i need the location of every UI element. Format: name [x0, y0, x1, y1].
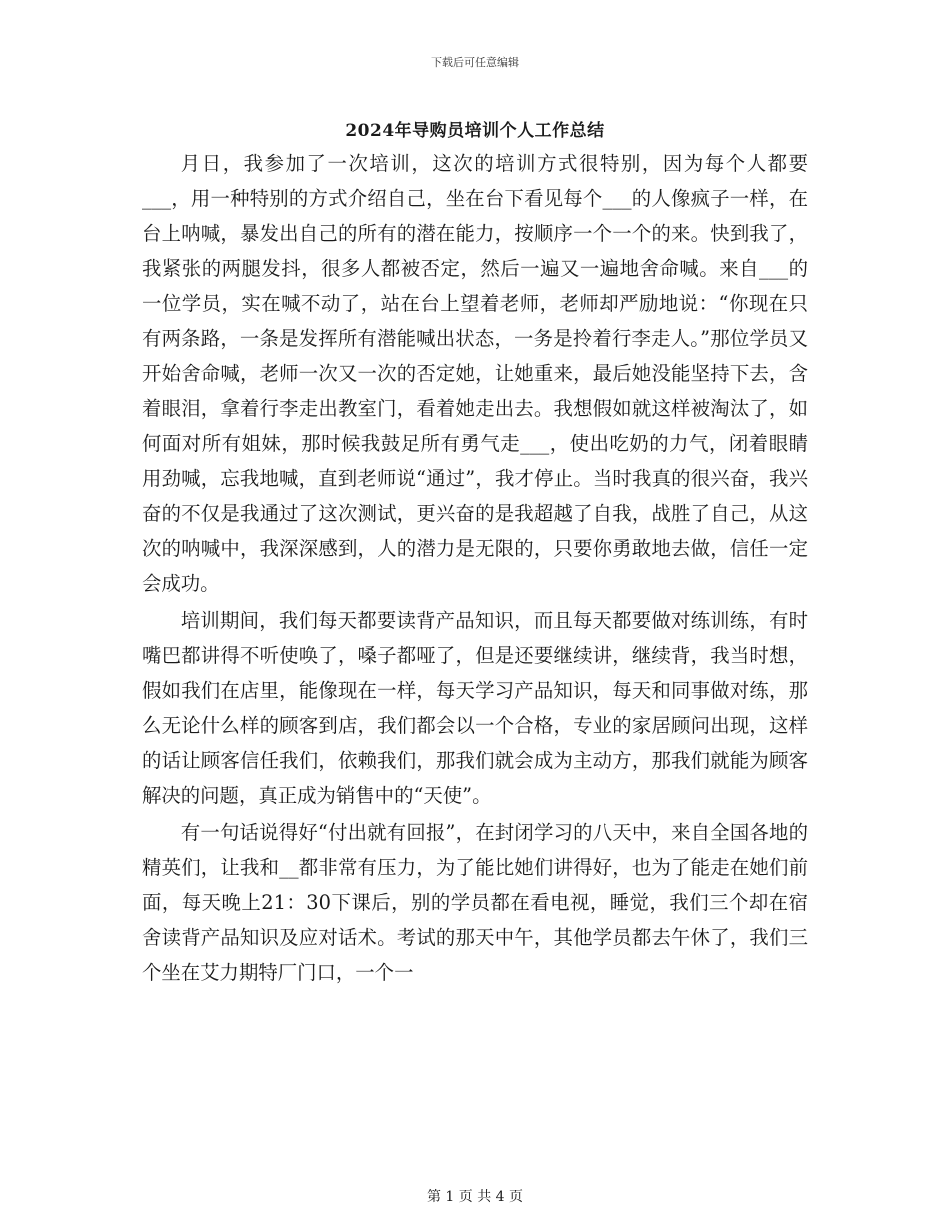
paragraph: 有一句话说得好“付出就有回报”，在封闭学习的八天中，来自全国各地的精英们，让我和__都非常有压力，为了能比她们讲得好，也为了能走在她们前面，每天晚上21：30下课后，别的学员都在看电视，睡觉，我们三个却在宿舍读背产品知识及应对话术。考试的那天中午，其他学员都去午休了，我们三个坐在艾力期特厂门口，一个一 — [142, 821, 808, 984]
paragraph: 培训期间，我们每天都要读背产品知识，而且每天都要做对练训练，有时嘴巴都讲得不听使唤了，嗓子都哑了，但是还要继续讲，继续背，我当时想，假如我们在店里，能像现在一样，每天学习产品知识，每天和同事做对练，那么无论什么样的顾客到店，我们都会以一个合格，专业的家居顾问出现，这样的话让顾客信任我们，依赖我们，那我们就会成为主动方，那我们就能为顾客解决的问题，真正成为销售中的“天使”。 — [142, 609, 808, 807]
page-header-note: 下载后可任意编辑 — [431, 56, 519, 69]
page-number: 第 1 页 共 4 页 — [426, 1189, 524, 1205]
document-title: 2024年导购员培训个人工作总结 — [345, 121, 605, 141]
document-body — [142, 146, 808, 990]
paragraph: 月日，我参加了一次培训，这次的培训方式很特别，因为每个人都要___，用一种特别的方式介绍自己，坐在台下看见每个___的人像疯子一样，在台上呐喊，暴发出自己的所有的潜在能力，按顺序一个一个的来。快到我了，我紧张的两腿发抖，很多人都被否定，然后一遍又一遍地舍命喊。来自___的一位学员，实在喊不动了，站在台上望着老师，老师却严励地说：“你现在只有两条路，一条是发挥所有潜能喊出状态，一务是拎着行李走人。”那位学员又开始舍命喊，老师一次又一次的否定她，让她重来，最后她没能坚持下去，含着眼泪，拿着行李走出教室门，看着她走出去。我想假如就这样被淘汰了，如何面对所有姐妹，那时候我鼓足所有勇气走___，使出吃奶的力气，闭着眼睛用劲喊，忘我地喊，直到老师说“通过”，我才停止。当时我真的很兴奋，我兴奋的不仅是我通过了这次测试，更兴奋的是我超越了自我，战胜了自己，从这次的呐喊中，我深深感到，人的潜力是无限的，只要你勇敢地去做，信任一定会成功。 — [142, 152, 808, 595]
